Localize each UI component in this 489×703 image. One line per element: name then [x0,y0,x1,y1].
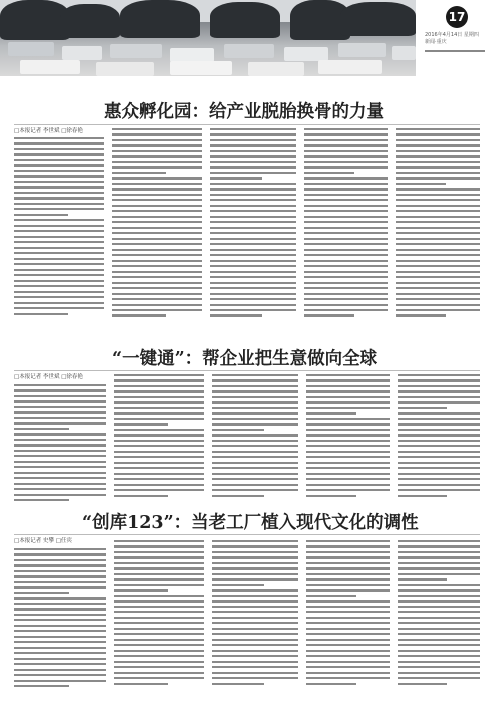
article-3-headline: “创库123”：当老工厂植入现代文化的调性 [82,513,419,533]
article-2-rule [14,370,480,371]
article-2-byline: □本报记者 李世斌 □徐春艳 [14,374,83,380]
article-1-column-4 [304,128,388,320]
article-3-column-5 [398,540,480,688]
header-photo [0,0,416,76]
article-1-headline: 惠众孵化园：给产业脱胎换骨的力量 [104,102,384,122]
article-2-column-5 [398,374,480,500]
article-2-column-1 [14,384,106,505]
article-3-column-2 [114,540,204,688]
article-1-column-3 [210,128,296,320]
article-1-column-2 [112,128,202,320]
article-1-column-1 [14,137,104,318]
article-2-headline: “一键通”：帮企业把生意做向全球 [112,349,378,369]
article-2-column-4 [306,374,390,500]
article-1-rule [14,124,480,125]
article-1-column-5 [396,128,480,320]
edition-divider [425,50,485,52]
article-2-column-2 [114,374,204,500]
article-3-rule [14,534,480,535]
page-number: 17 [446,6,468,28]
article-2-column-3 [212,374,298,500]
article-1-byline: □本报记者 李世斌 □徐春艳 [14,128,83,134]
article-3-column-3 [212,540,298,688]
article-3-byline: □本报记者 史攀 □任宾 [14,538,72,544]
edition-info: 2016年4月14日 星期四 新闻·重庆 [425,32,479,45]
article-3-column-4 [306,540,390,688]
article-3-column-1 [14,548,106,691]
